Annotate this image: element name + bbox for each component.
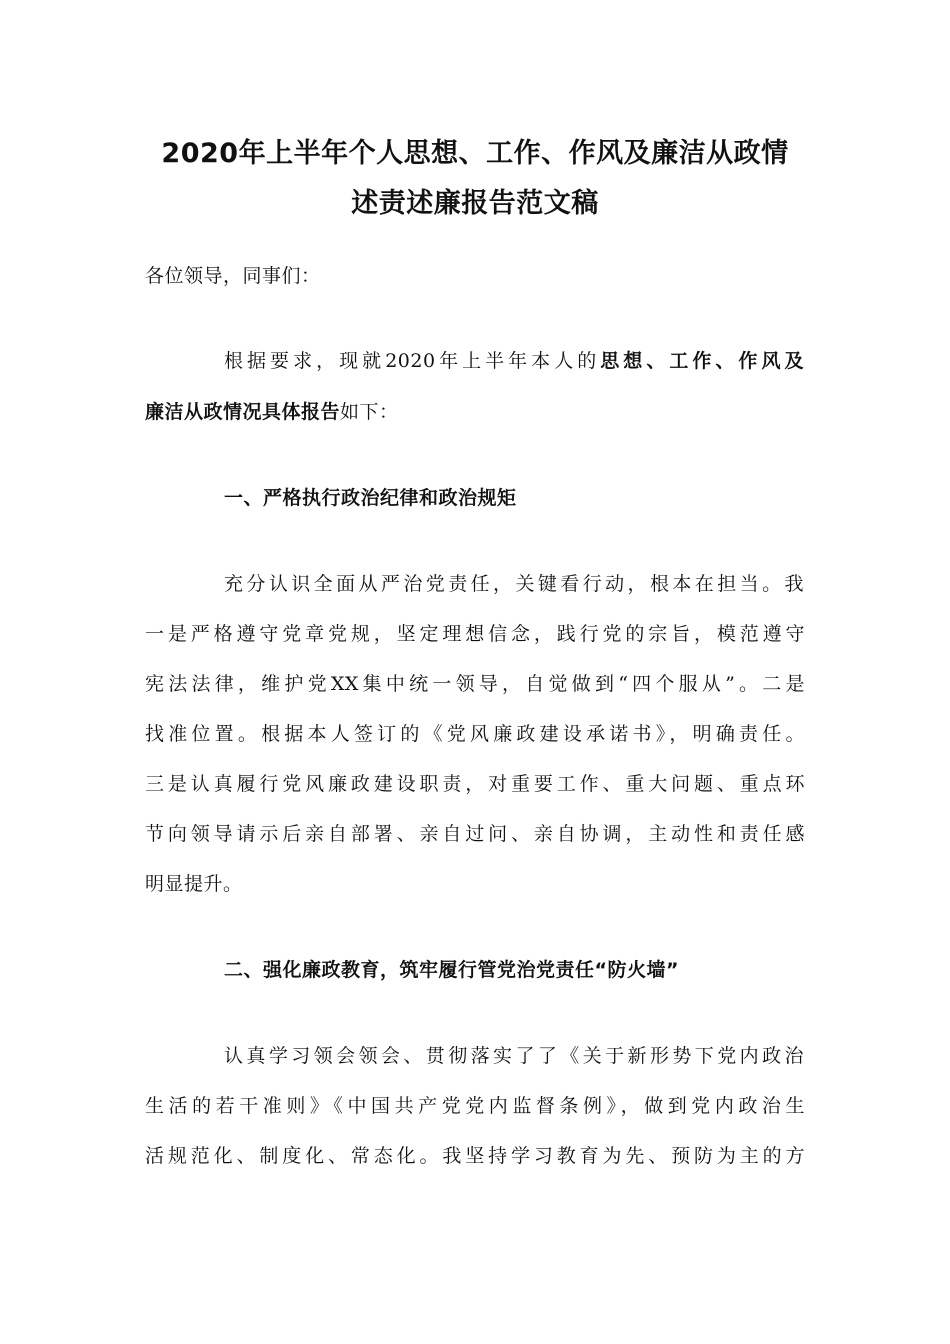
section-2-heading: 二、强化廉政教育，筑牢履行管党治党责任“防火墙” xyxy=(224,959,679,981)
intro-bold-text: 思想、工作、作风及 xyxy=(600,350,804,372)
document-title-line-2: 述责述廉报告范文稿 xyxy=(351,188,599,219)
section-1-line: 一是严格遵守党章党规，坚定理想信念，践行党的宗旨，模范遵守 xyxy=(145,623,805,645)
section-1-line: 三是认真履行党风廉政建设职责，对重要工作、重大问题、重点环 xyxy=(145,773,805,795)
section-1-heading: 一、严格执行政治纪律和政治规矩 xyxy=(224,487,517,509)
intro-plain-text: 根据要求，现就2020年上半年本人的 xyxy=(224,350,601,372)
section-2-line: 认真学习领会领会、贯彻落实了了《关于新形势下党内政治 xyxy=(224,1045,804,1067)
section-2-line: 活规范化、制度化、常态化。我坚持学习教育为先、预防为主的方 xyxy=(145,1145,805,1167)
document-title-line-1: 2020年上半年个人思想、工作、作风及廉洁从政情 xyxy=(161,138,789,169)
salutation: 各位领导，同事们： xyxy=(145,265,321,287)
section-1-line: 找准位置。根据本人签订的《党风廉政建设承诺书》，明确责任。 xyxy=(145,723,805,745)
intro-line-1 xyxy=(224,347,804,375)
section-1-line: 充分认识全面从严治党责任，关键看行动，根本在担当。我 xyxy=(224,573,804,595)
section-1-line: 宪法法律，维护党XX集中统一领导，自觉做到“四个服从”。二是 xyxy=(145,673,805,695)
intro-line-2 xyxy=(145,398,825,426)
intro-bold-text-2: 廉洁从政情况具体报告 xyxy=(145,401,341,423)
section-1-line: 节向领导请示后亲自部署、亲自过问、亲自协调，主动性和责任感 xyxy=(145,823,805,845)
intro-plain-text-2: 如下： xyxy=(340,401,399,423)
section-1-line: 明显提升。 xyxy=(145,873,243,895)
section-2-line: 生活的若干准则》《中国共产党党内监督条例》，做到党内政治生 xyxy=(145,1095,805,1117)
